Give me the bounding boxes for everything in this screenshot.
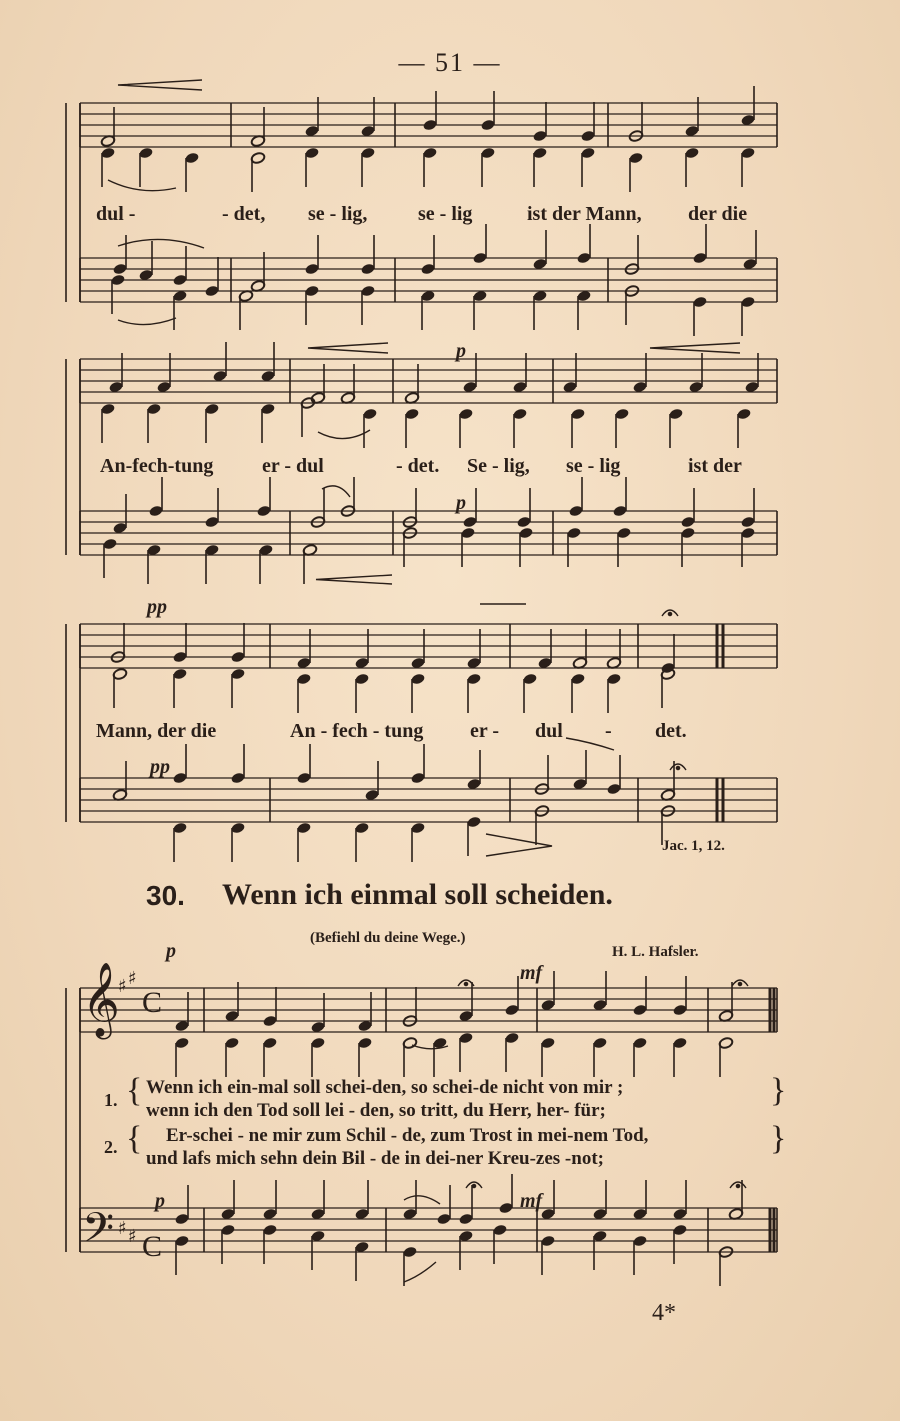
hymn-subtitle: (Befiehl du deine Wege.) xyxy=(310,930,466,946)
dynamic-marking: p xyxy=(166,940,176,962)
lyric: dul - xyxy=(96,203,136,225)
common-time-icon: C xyxy=(142,1230,163,1263)
decrescendo-hairpin xyxy=(308,343,388,353)
composer: H. L. Hafsler. xyxy=(612,944,699,960)
lyric: der die xyxy=(688,203,748,225)
slur xyxy=(322,486,350,497)
key-signature: ♯ xyxy=(128,1226,137,1247)
slur xyxy=(118,318,176,325)
key-signature: ♯ xyxy=(118,1218,127,1239)
decrescendo-hairpin xyxy=(316,575,392,584)
fermata-dot xyxy=(472,1184,475,1187)
brace: { xyxy=(126,1120,143,1157)
lyric: er - xyxy=(470,720,500,742)
dynamic-marking: mf xyxy=(520,962,543,984)
hymn-number: 30. xyxy=(146,880,185,911)
common-time-icon: C xyxy=(142,986,163,1019)
dynamic-marking: pp xyxy=(150,756,170,778)
brace: } xyxy=(770,1120,787,1157)
lyric: se - lig xyxy=(418,203,473,225)
treble-clef-icon: 𝄞 xyxy=(82,963,120,1037)
hymn-title: Wenn ich einmal soll scheiden. xyxy=(222,878,613,911)
lyric: dul xyxy=(535,720,563,742)
dynamic-marking: pp xyxy=(147,596,167,618)
verse-line: Er-schei - ne mir zum Schil - de, zum Trost in mei-nem Tod, xyxy=(166,1125,649,1146)
dynamic-marking: p xyxy=(456,340,466,362)
dynamic-marking: p xyxy=(155,1190,165,1212)
verse-line: wenn ich den Tod soll lei - den, so tritt, du Herr, her- für; xyxy=(146,1100,606,1121)
fermata-dot xyxy=(668,612,671,615)
lyric: er - dul xyxy=(262,455,324,477)
scripture-reference: Jac. 1, 12. xyxy=(662,838,725,854)
brace: { xyxy=(126,1072,143,1109)
verse-line: Wenn ich ein-mal soll schei-den, so schei-de nicht von mir ; xyxy=(146,1077,624,1098)
key-signature: ♯ xyxy=(118,976,127,997)
page-number: — 51 — xyxy=(398,48,502,77)
brace: } xyxy=(770,1072,787,1109)
lyric: - xyxy=(605,720,612,742)
lyric: ist der xyxy=(688,455,742,477)
slur xyxy=(118,239,204,248)
lyric: ist der Mann, xyxy=(527,203,642,225)
lyric: Se - lig, xyxy=(467,455,530,477)
decrescendo-hairpin xyxy=(486,834,552,856)
lyric: - det, xyxy=(222,203,266,225)
verse-number: 2. xyxy=(104,1137,118,1157)
lyric: An-fech-tung xyxy=(100,455,214,477)
lyric: se - lig, xyxy=(308,203,368,225)
signature-mark: 4* xyxy=(652,1300,676,1326)
bass-clef-icon: 𝄢 xyxy=(82,1204,115,1262)
slur xyxy=(404,1196,440,1204)
decrescendo-hairpin xyxy=(650,343,740,353)
slur xyxy=(108,180,176,191)
verse-line: und lafs mich sehn dein Bil - de in dei-ner Kreu-zes -not; xyxy=(146,1148,604,1169)
lyric: det. xyxy=(655,720,687,742)
fermata-dot xyxy=(676,766,679,769)
lyric: se - lig xyxy=(566,455,621,477)
decrescendo-hairpin xyxy=(118,80,202,90)
dynamic-marking: mf xyxy=(520,1190,543,1212)
verse-number: 1. xyxy=(104,1090,118,1110)
lyric: Mann, der die xyxy=(96,720,217,742)
slur xyxy=(404,1262,436,1282)
fermata-dot xyxy=(738,982,741,985)
key-signature: ♯ xyxy=(128,968,137,989)
fermata-dot xyxy=(464,982,467,985)
lyric: - det. xyxy=(396,455,440,477)
fermata-dot xyxy=(736,1184,739,1187)
slur xyxy=(318,430,370,439)
lyric: An - fech - tung xyxy=(290,720,424,742)
dynamic-marking: p xyxy=(456,492,466,514)
